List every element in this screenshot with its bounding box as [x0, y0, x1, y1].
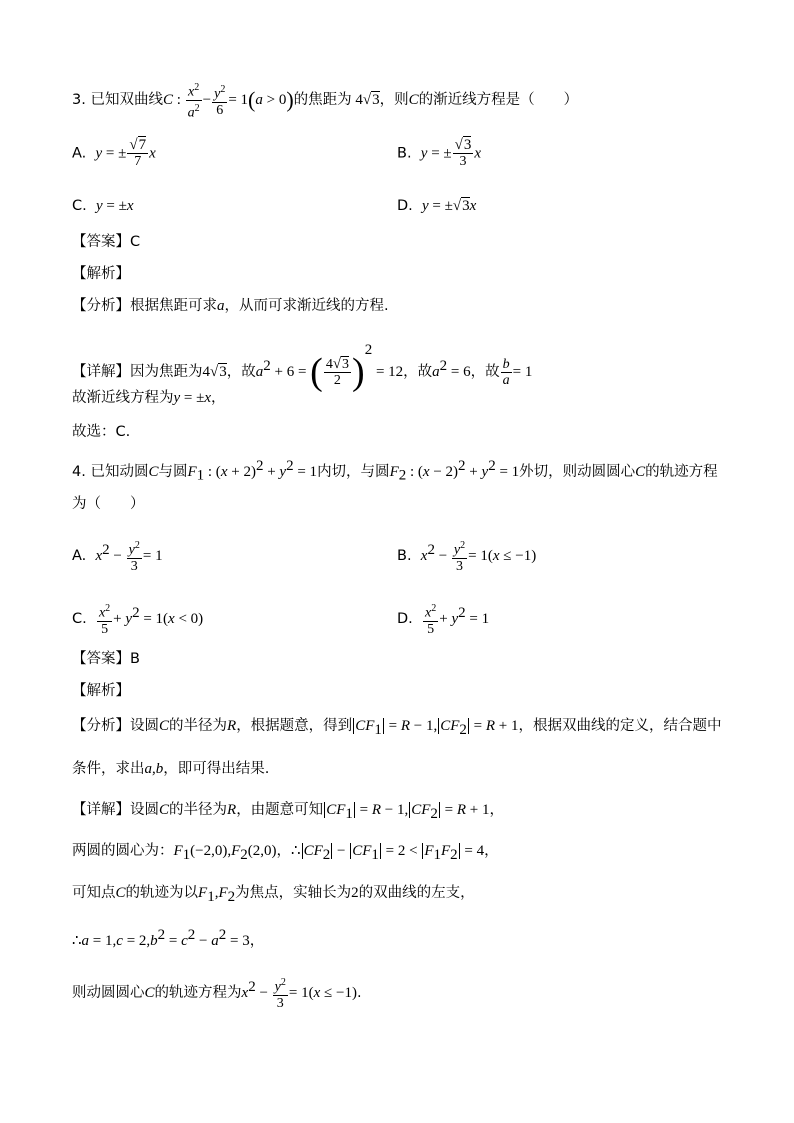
q4-answer: 【答案】B: [72, 651, 140, 667]
q4-analysis-line2: 条件，求出a,b，即可得出结果.: [72, 761, 270, 777]
q4-option-c: C. $\frac{x^2}{5}$ + $y^2 = 1(x < 0)$: [72, 603, 204, 637]
q3-analysis: 【分析】根据焦距可求a，从而可求渐近线的方程.: [72, 298, 389, 314]
q4-detail-params: ∴a = $1,c = 2,b^2 = c^2 - a^2 = 3$，: [72, 927, 265, 949]
q3-option-c: C. y = ±x: [72, 198, 134, 214]
q3-choice: 故选：C.: [72, 424, 131, 440]
q3-answer: 【答案】C: [72, 234, 141, 250]
q4-detail-trajectory: 可知点C的轨迹为以$F_1,F_2$为焦点，实轴长为2的双曲线的左支，: [72, 885, 475, 905]
q3-detail: 【详解】因为焦距为4√3，故$a^2 + 6$ = ( $\frac{4√3}{2}$ )$^2$ = 12，故$a^2 = 6$，故 $\frac{b}{a}$ = 1: [72, 342, 533, 393]
q3-option-b: B. y = ± $\frac{√3}{3}$ x: [397, 137, 482, 169]
q4-analysis-line1: 【分析】设圆C的半径为R，根据题意，得到 $CF_1 = R - 1$, $CF_2 = R + 1$，根据双曲线的定义，结合题中: [72, 718, 722, 738]
q4-option-a: A. $x^2$ − $\frac{y^2}{3}$ = 1: [72, 540, 163, 574]
q4-detail-line1: 【详解】设圆C的半径为R，由题意可知 $CF_1 = R - 1$, $CF_2 = R + 1$，: [72, 802, 504, 822]
q4-option-b: B. $x^2$ − $\frac{y^2}{3}$ = 1(x ≤ −1): [397, 540, 537, 574]
q3-stem-text: 3. 已知双曲线: [72, 92, 163, 109]
q4-option-d: D. $\frac{x^2}{5}$ + $y^2 = 1$: [397, 603, 490, 637]
q4-stem-line2: 为（ ）: [72, 496, 145, 512]
q3-option-a: A. y = ± $\frac{√7}{7}$ x: [72, 137, 156, 169]
q3-stem: 3. 已知双曲线C : $\frac{x^2}{a^2}$ − $\frac{y^2}{6}$ = 1(a > 0)的焦距为 4√3，则C的渐近线方程是（ ）: [72, 82, 579, 121]
q4-detail-final: 则动圆圆心C的轨迹方程为$x^2$ − $\frac{y^2}{3}$ = 1(x ≤ −1).: [72, 977, 362, 1011]
q4-jiexi-heading: 【解析】: [72, 683, 130, 699]
q4-stem-line1: 4. 已知动圆C与圆$F_1$ : $(x + 2)^2 + y^2 = 1$内切，与圆$F_2$ : $(x - 2)^2 + y^2 = 1$外切，则动圆圆心C的轨迹方程: [72, 458, 718, 484]
q3-option-d: D. y = ±√3x: [397, 198, 477, 214]
q3-jiexi-heading: 【解析】: [72, 266, 130, 282]
q3-asymptote-conclusion: 故渐近线方程为y = ±x，: [72, 390, 226, 406]
q4-detail-centers: 两圆的圆心为：$F_1(-2,0),F_2(2,0)$，∴ $CF_2 - CF_1 = 2 < F_1F_2 = 4$，: [72, 843, 499, 863]
